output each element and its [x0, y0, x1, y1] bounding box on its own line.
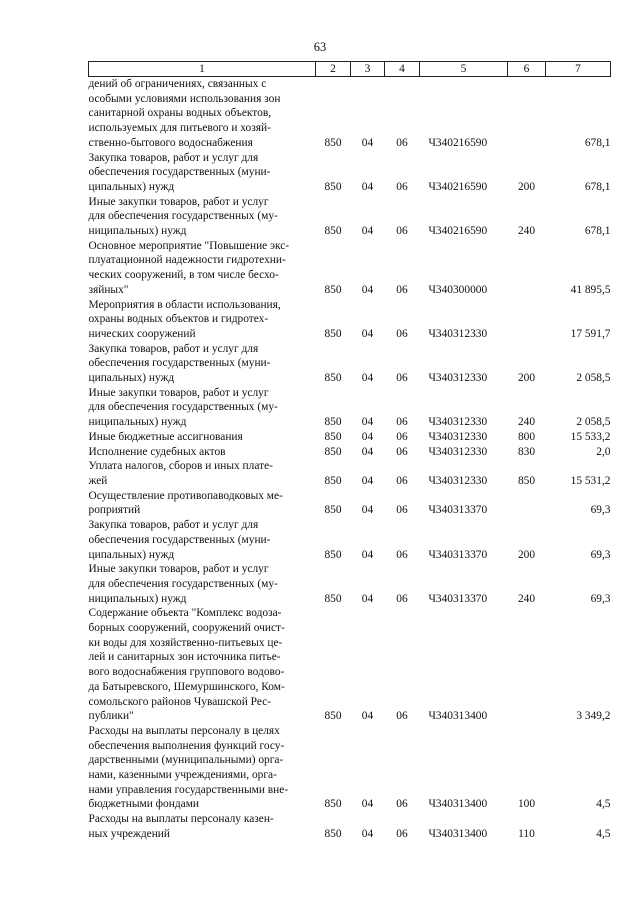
expense-type-code: 200 [517, 180, 536, 193]
table-row [89, 386, 611, 430]
subsection-code: 06 [396, 474, 408, 487]
ministry-code: 850 [324, 827, 342, 840]
ministry-code: 850 [324, 445, 342, 458]
expense-item-name-line: дений об ограничениях, связанных с [88, 78, 267, 90]
table-row [89, 239, 611, 298]
expense-item-name-line: дарственными (муниципальными) орга- [88, 754, 284, 767]
target-article-code: Ч340313370 [428, 592, 488, 605]
table-row [89, 195, 611, 239]
expense-item-name-line: сомольского районов Чувашской Рес- [88, 695, 272, 708]
target-article-code: Ч340313370 [428, 504, 488, 517]
expense-item-name-line: лей и санитарных зон источника питье- [88, 651, 281, 664]
table-row [89, 77, 611, 151]
expense-item-name-line: нами, казенными учреждениями, орга- [88, 769, 277, 782]
expense-item-name-line: Закупка товаров, работ и услуг для [88, 151, 259, 164]
section-code: 04 [361, 416, 374, 429]
expense-item-name-line: плуатационной надежности гидротехни- [88, 254, 286, 267]
subsection-code: 06 [396, 827, 408, 840]
expense-item-name-line: Исполнение судебных актов [88, 445, 226, 458]
table-row [89, 518, 611, 562]
expense-item-name [89, 195, 316, 239]
expense-item-name-line: ных учреждений [88, 827, 170, 840]
column-header-2: 2 [316, 62, 351, 77]
expense-item-name [89, 562, 316, 606]
expense-item-name-line: вого водоснабжения группового водово- [88, 666, 285, 679]
expense-item-name [89, 77, 316, 151]
subsection-code: 06 [396, 225, 408, 238]
section-code: 04 [361, 710, 374, 723]
target-article-code: Ч340313400 [428, 827, 488, 840]
expense-item-name [89, 445, 316, 460]
expense-item-name-line: нами управления государственными вне- [88, 783, 289, 796]
subsection-code: 06 [396, 327, 408, 340]
target-article-code: Ч340312330 [428, 327, 488, 340]
section-code: 04 [361, 180, 374, 193]
subsection-code: 06 [396, 136, 408, 149]
expense-type-code: 100 [517, 798, 536, 811]
expense-item-name [89, 518, 316, 562]
expense-type-code [508, 239, 546, 298]
expense-item-name [89, 459, 316, 488]
table-row [89, 459, 611, 488]
expense-item-name [89, 489, 316, 518]
expense-item-name-line: ниципальных) нужд [88, 416, 187, 429]
section-code: 04 [361, 592, 374, 605]
subsection-code: 06 [396, 372, 408, 385]
amount: 678,1 [584, 136, 611, 149]
expense-type-code: 200 [517, 548, 536, 561]
section-code: 04 [361, 430, 374, 443]
expense-type-code: 200 [517, 372, 536, 385]
expense-item-name-line: для обеспечения государственных (му- [88, 577, 278, 590]
section-code: 04 [361, 548, 374, 561]
expense-item-name-line: охраны водных объектов и гидротех- [88, 313, 269, 326]
expense-item-name-line: обеспечения государственных (муни- [88, 166, 271, 179]
subsection-code: 06 [396, 548, 408, 561]
target-article-code: Ч340216590 [428, 180, 488, 193]
expense-item-name-line: ниципальных) нужд [88, 225, 187, 238]
expense-type-code [508, 77, 546, 151]
amount: 4,5 [596, 827, 611, 840]
expense-item-name-line: обеспечения выполнения функций госу- [88, 739, 285, 752]
expense-item-name-line: Мероприятия в области использования, [88, 298, 281, 311]
ministry-code: 850 [324, 548, 342, 561]
ministry-code: 850 [324, 430, 342, 443]
amount: 678,1 [584, 225, 611, 238]
expense-type-code: 800 [517, 430, 536, 443]
table-body [89, 77, 611, 842]
subsection-code: 06 [396, 592, 408, 605]
expense-type-code: 110 [518, 827, 535, 840]
column-header-4: 4 [385, 62, 420, 77]
ministry-code: 850 [324, 180, 342, 193]
expense-item-name-line: зяйных" [88, 283, 129, 296]
expense-item-name-line: нических сооружений [88, 327, 196, 340]
expense-item-name-line: Закупка товаров, работ и услуг для [88, 519, 259, 532]
page-number: 63 [313, 40, 327, 54]
section-code: 04 [361, 372, 374, 385]
subsection-code: 06 [396, 798, 408, 811]
target-article-code: Ч340312330 [428, 416, 488, 429]
expense-item-name-line: Иные бюджетные ассигнования [88, 430, 243, 443]
amount: 69,3 [590, 592, 611, 605]
target-article-code: Ч340313400 [428, 798, 488, 811]
subsection-code: 06 [396, 283, 408, 296]
expense-item-name-line: для обеспечения государственных (му- [88, 401, 278, 414]
column-header-5: 5 [420, 62, 508, 77]
ministry-code: 850 [324, 225, 342, 238]
ministry-code: 850 [324, 283, 342, 296]
expense-item-name [89, 606, 316, 724]
expense-item-name-line: Осуществление противопаводковых ме- [88, 489, 283, 502]
expense-type-code [508, 298, 546, 342]
section-code: 04 [361, 474, 374, 487]
expense-item-name-line: Иные закупки товаров, работ и услуг [88, 563, 269, 576]
table-row [89, 151, 611, 195]
expense-item-name-line: Основное мероприятие "Повышение экс- [88, 239, 290, 252]
amount: 17 591,7 [570, 327, 611, 340]
section-code: 04 [361, 798, 374, 811]
expense-item-name-line: ципальных) нужд [88, 180, 175, 193]
expense-item-name-line: Содержание объекта "Комплекс водоза- [88, 607, 282, 620]
amount: 15 531,2 [570, 474, 611, 487]
expense-item-name [89, 386, 316, 430]
budget-table [88, 61, 611, 842]
expense-item-name-line: используемых для питьевого и хозяй- [88, 122, 271, 135]
subsection-code: 06 [396, 710, 408, 723]
section-code: 04 [361, 445, 374, 458]
expense-item-name-line: публики" [88, 710, 134, 723]
expense-item-name [89, 151, 316, 195]
table-row [89, 812, 611, 841]
section-code: 04 [361, 504, 374, 517]
target-article-code: Ч340312330 [428, 474, 488, 487]
expense-type-code: 850 [517, 474, 536, 487]
ministry-code: 850 [324, 416, 342, 429]
expense-item-name-line: ципальных) нужд [88, 372, 175, 385]
section-code: 04 [361, 225, 374, 238]
target-article-code: Ч340216590 [428, 136, 488, 149]
expense-item-name-line: роприятий [88, 504, 141, 517]
target-article-code: Ч340312330 [428, 445, 488, 458]
amount: 678,1 [584, 180, 611, 193]
ministry-code: 850 [324, 474, 342, 487]
target-article-code: Ч340300000 [428, 283, 488, 296]
section-code: 04 [361, 283, 374, 296]
table-row [89, 298, 611, 342]
expense-item-name-line: борных сооружений, сооружений очист- [88, 622, 285, 635]
target-article-code: Ч340312330 [428, 430, 488, 443]
column-header-1: 1 [89, 62, 316, 77]
expense-item-name-line: обеспечения государственных (муни- [88, 357, 271, 370]
expense-item-name-line: ципальных) нужд [88, 548, 175, 561]
target-article-code: Ч340313400 [428, 710, 488, 723]
expense-item-name-line: Иные закупки товаров, работ и услуг [88, 386, 269, 399]
ministry-code: 850 [324, 504, 342, 517]
table-row [89, 445, 611, 460]
subsection-code: 06 [396, 504, 408, 517]
column-header-6: 6 [508, 62, 546, 77]
table-header-row [89, 62, 611, 77]
expense-type-code: 240 [517, 416, 536, 429]
section-code: 04 [361, 327, 374, 340]
table-row [89, 606, 611, 724]
ministry-code: 850 [324, 798, 342, 811]
expense-item-name [89, 430, 316, 445]
expense-item-name-line: особыми условиями использования зон [88, 92, 281, 105]
expense-item-name-line: для обеспечения государственных (му- [88, 210, 278, 223]
expense-item-name [89, 342, 316, 386]
target-article-code: Ч340216590 [428, 225, 488, 238]
amount: 2,0 [596, 445, 611, 458]
expense-type-code [508, 489, 546, 518]
amount: 41 895,5 [570, 283, 611, 296]
expense-item-name-line: Расходы на выплаты персоналу в целях [88, 724, 280, 737]
subsection-code: 06 [396, 180, 408, 193]
amount: 69,3 [590, 548, 611, 561]
expense-item-name-line: ческих сооружений, в том числе бесхо- [88, 269, 279, 282]
ministry-code: 850 [324, 327, 342, 340]
table-row [89, 430, 611, 445]
expense-type-code: 830 [517, 445, 536, 458]
target-article-code: Ч340313370 [428, 548, 488, 561]
column-header-3: 3 [351, 62, 385, 77]
amount: 15 533,2 [570, 430, 611, 443]
ministry-code: 850 [324, 592, 342, 605]
subsection-code: 06 [396, 430, 408, 443]
expense-item-name-line: Расходы на выплаты персоналу казен- [88, 813, 274, 826]
expense-item-name [89, 812, 316, 841]
amount: 2 058,5 [576, 372, 611, 385]
expense-item-name-line: санитарной охраны водных объектов, [88, 107, 272, 120]
expense-item-name [89, 239, 316, 298]
expense-item-name-line: Уплата налогов, сборов и иных плате- [88, 460, 273, 473]
expense-type-code: 240 [517, 225, 536, 238]
table-row [89, 724, 611, 812]
column-header-7: 7 [546, 62, 611, 77]
subsection-code: 06 [396, 416, 408, 429]
table-row [89, 342, 611, 386]
ministry-code: 850 [324, 136, 342, 149]
amount: 2 058,5 [576, 416, 611, 429]
expense-item-name [89, 298, 316, 342]
amount: 3 349,2 [576, 710, 611, 723]
ministry-code: 850 [324, 710, 342, 723]
target-article-code: Ч340312330 [428, 372, 488, 385]
section-code: 04 [361, 827, 374, 840]
expense-item-name-line: да Батыревского, Шемуршинского, Ком- [88, 680, 285, 693]
expense-type-code [508, 606, 546, 724]
amount: 4,5 [596, 798, 611, 811]
expense-item-name-line: ки воды для хозяйственно-питьевых це- [88, 636, 283, 649]
section-code: 04 [361, 136, 374, 149]
expense-item-name-line: Иные закупки товаров, работ и услуг [88, 195, 269, 208]
expense-item-name-line: жей [88, 474, 108, 487]
subsection-code: 06 [396, 445, 408, 458]
expense-item-name-line: обеспечения государственных (муни- [88, 533, 271, 546]
expense-item-name-line: бюджетными фондами [88, 798, 200, 811]
expense-item-name-line: ниципальных) нужд [88, 592, 187, 605]
expense-item-name-line: ственно-бытового водоснабжения [88, 136, 253, 149]
table-row [89, 562, 611, 606]
expense-item-name-line: Закупка товаров, работ и услуг для [88, 342, 259, 355]
ministry-code: 850 [324, 372, 342, 385]
amount: 69,3 [590, 504, 611, 517]
expense-type-code: 240 [517, 592, 536, 605]
table-row [89, 489, 611, 518]
expense-item-name [89, 724, 316, 812]
